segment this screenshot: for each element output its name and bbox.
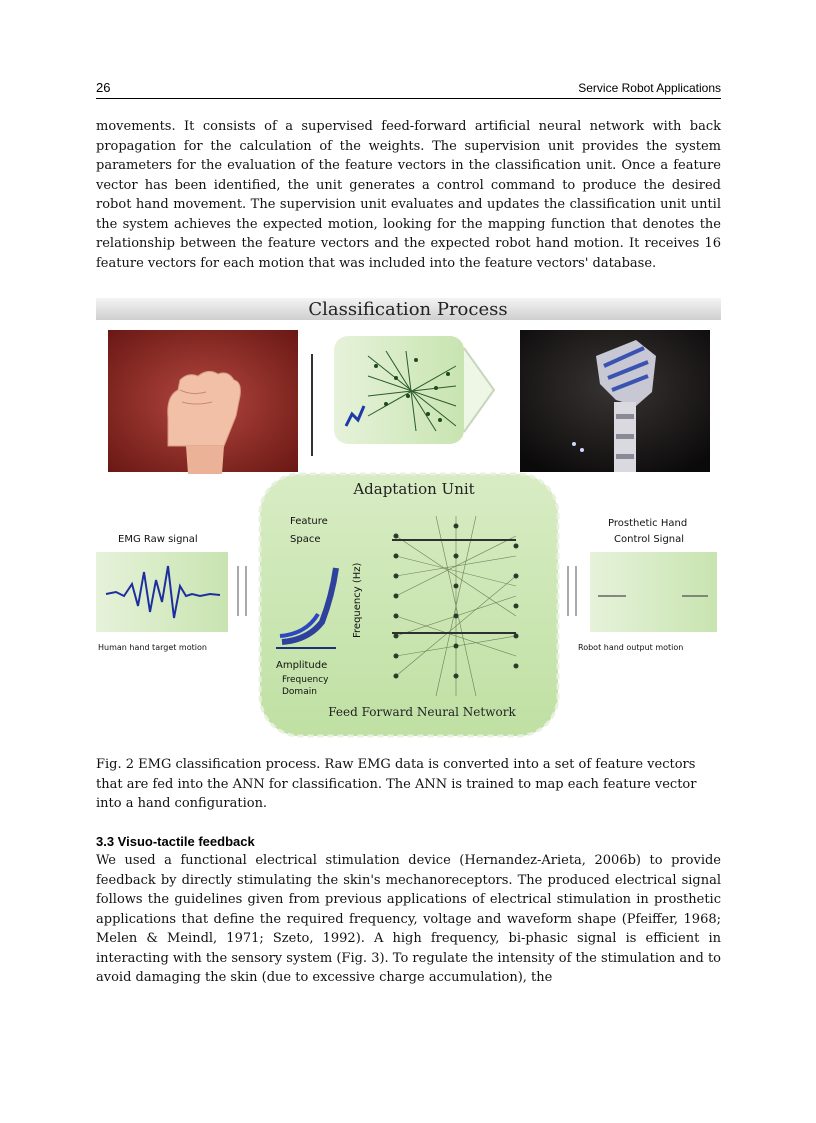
section-heading: 3.3 Visuo-tactile feedback bbox=[96, 834, 255, 849]
emg-raw-signal-label: EMG Raw signal bbox=[118, 534, 198, 545]
adaptation-unit bbox=[260, 474, 558, 736]
feature-space-label-2: Space bbox=[290, 534, 321, 545]
robot-output-label: Robot hand output motion bbox=[578, 643, 684, 652]
human-target-label: Human hand target motion bbox=[98, 643, 207, 652]
amplitude-label-1: Amplitude bbox=[276, 660, 328, 671]
human-hand-photo bbox=[108, 330, 298, 474]
prosthetic-output-panel bbox=[568, 518, 717, 652]
figure-title: Classification Process bbox=[308, 299, 508, 320]
body-paragraph-1: movements. It consists of a supervised feed-forward artificial neural network with back propagation for the calculation of the weights. The supervision unit provides the system parameters for the evaluation of the feature vectors in the classification unit. Once a feature vector has been identified, the unit generates a control command to produce the desired robot hand movement. The supervision unit evaluates and updates the classification unit until the system achieves the expected motion, looking for the mapping function that denotes the relationship between the feature vectors and the expected robot hand motion. It receives 16 feature vectors for each motion that was included into the feature vectors' database. bbox=[96, 119, 721, 271]
prosthetic-label-2: Control Signal bbox=[614, 534, 685, 545]
prosthetic-label-1: Prosthetic Hand bbox=[608, 518, 688, 529]
network-label: Feed Forward Neural Network bbox=[328, 705, 516, 719]
page-number: 26 bbox=[96, 80, 111, 95]
page-header bbox=[96, 80, 721, 99]
figure-classification-process bbox=[96, 296, 721, 740]
amplitude-label-2: Frequency bbox=[282, 675, 329, 685]
adaptation-unit-title: Adaptation Unit bbox=[353, 480, 475, 498]
classification-panel bbox=[312, 336, 494, 456]
robot-hand-photo bbox=[520, 330, 710, 472]
emg-input-panel bbox=[96, 534, 246, 652]
frequency-axis-label: Frequency (Hz) bbox=[352, 562, 363, 638]
amplitude-label-3: Domain bbox=[282, 687, 317, 697]
running-title: Service Robot Applications bbox=[578, 81, 721, 95]
body-paragraph-2: We used a functional electrical stimulation device (Hernandez-Arieta, 2006b) to provide feedback by directly stimulating the skin's mechanoreceptors. The produced electrical signal follows the guidelines given from previous applications of electrical stimulation in prosthetic applications that define the required frequency, voltage and waveform shape (Pfeiffer, 1968; Melen & Meindl, 1971; Szeto, 1992). A high frequency, bi-phasic signal is efficient in interacting with the sensory system (Fig. 3). To regulate the intensity of the stimulation and to avoid damaging the skin (due to excessive charge accumulation), the bbox=[96, 853, 721, 985]
feature-space-label-1: Feature bbox=[290, 516, 328, 527]
figure-caption: Fig. 2 EMG classification process. Raw EMG data is converted into a set of feature vectors that are fed into the ANN for classification. The ANN is trained to map each feature vector into a hand configuration. bbox=[96, 757, 697, 811]
